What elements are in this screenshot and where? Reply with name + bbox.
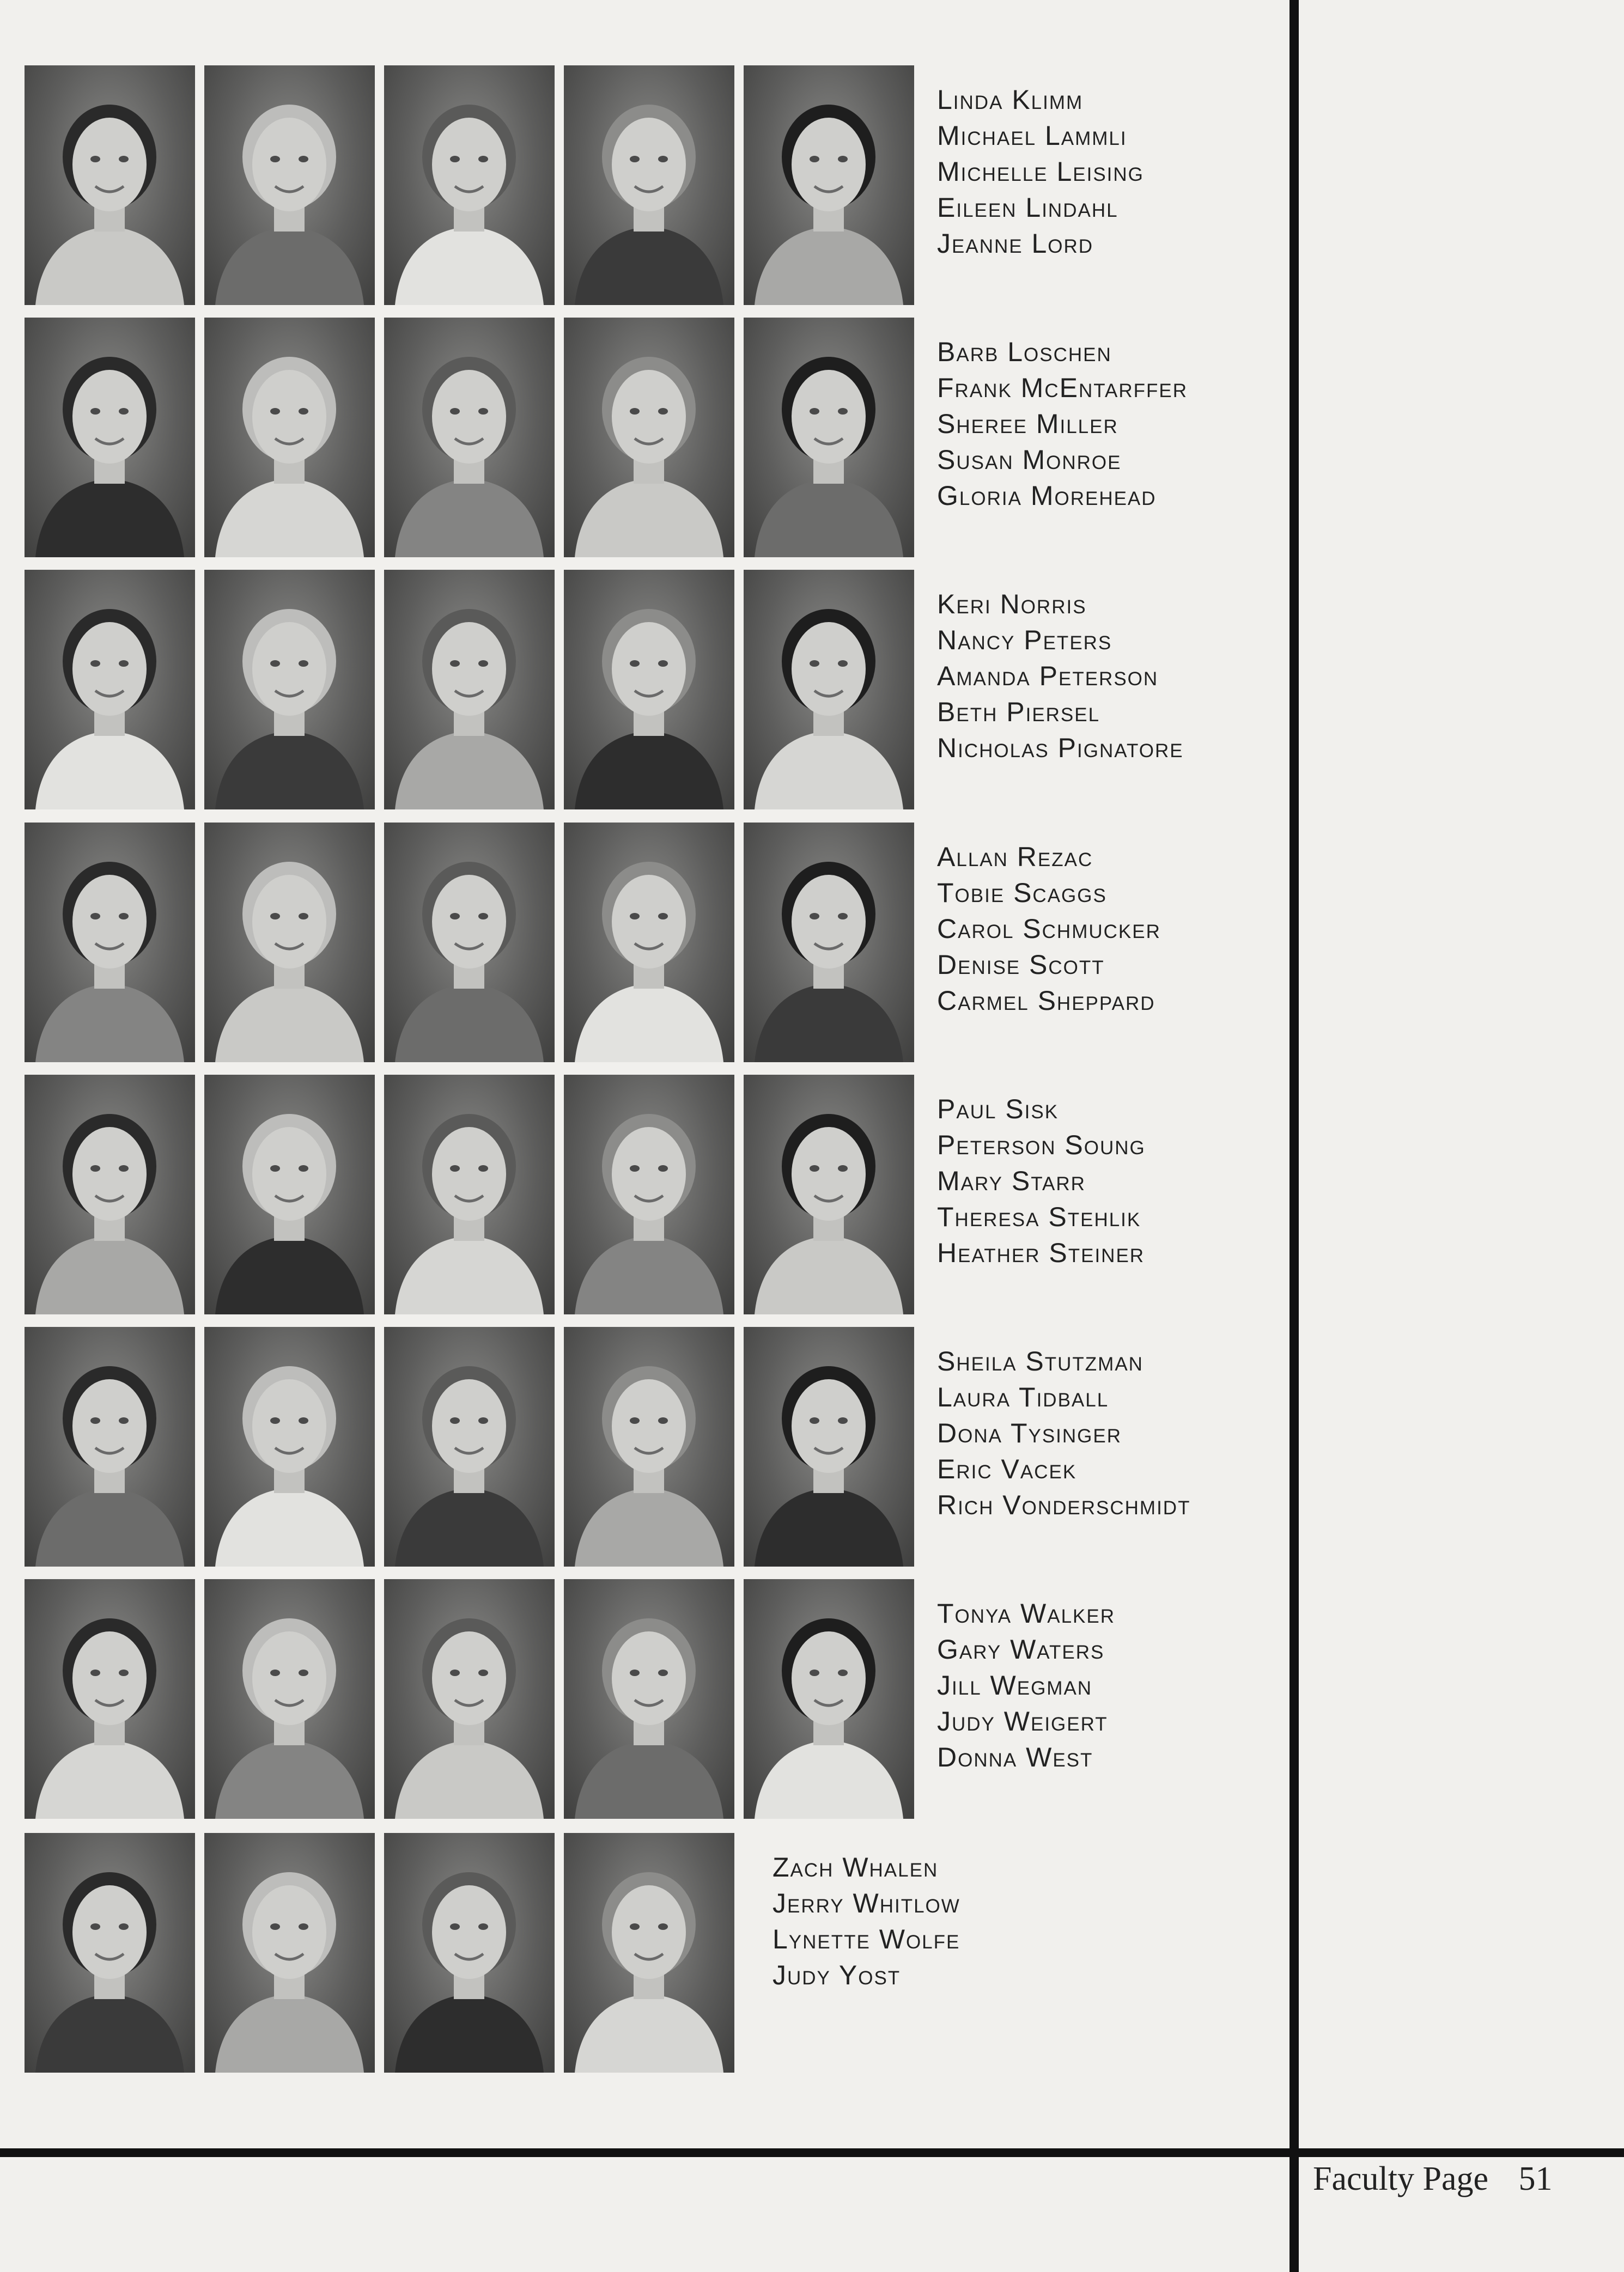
faculty-portrait xyxy=(744,1327,914,1567)
faculty-portrait xyxy=(204,1327,375,1567)
faculty-name: Susan Monroe xyxy=(937,444,1122,475)
faculty-name: Sheila Stutzman xyxy=(937,1346,1144,1376)
name-list xyxy=(937,334,1188,514)
faculty-portrait xyxy=(204,1075,375,1314)
faculty-portrait xyxy=(384,65,555,305)
faculty-portrait xyxy=(564,318,734,557)
faculty-name: Jill Wegman xyxy=(937,1670,1093,1701)
faculty-portrait xyxy=(25,570,195,809)
name-list xyxy=(937,1091,1146,1271)
faculty-portrait xyxy=(744,823,914,1062)
name-list xyxy=(937,839,1161,1019)
faculty-name: Dona Tysinger xyxy=(937,1418,1122,1448)
faculty-name: Linda Klimm xyxy=(937,84,1084,115)
faculty-portrait xyxy=(744,318,914,557)
faculty-portrait xyxy=(204,570,375,809)
footer-label: Faculty Page xyxy=(1313,2160,1488,2197)
faculty-name: Beth Piersel xyxy=(937,697,1100,727)
faculty-portrait xyxy=(564,570,734,809)
faculty-name: Gloria Morehead xyxy=(937,480,1157,511)
faculty-portrait xyxy=(204,1833,375,2073)
faculty-portrait xyxy=(564,1833,734,2073)
faculty-name: Tonya Walker xyxy=(937,1598,1115,1629)
faculty-name: Heather Steiner xyxy=(937,1238,1145,1268)
name-list xyxy=(937,586,1184,766)
faculty-name: Judy Weigert xyxy=(937,1706,1108,1737)
page-number: 51 xyxy=(1518,2160,1553,2197)
faculty-portrait xyxy=(384,318,555,557)
faculty-portrait xyxy=(744,570,914,809)
faculty-portrait xyxy=(25,318,195,557)
faculty-name: Nancy Peters xyxy=(937,625,1112,655)
faculty-portrait xyxy=(744,65,914,305)
faculty-name: Allan Rezac xyxy=(937,842,1093,872)
name-list xyxy=(773,1849,960,1993)
faculty-name: Eileen Lindahl xyxy=(937,192,1118,223)
faculty-name: Michelle Leising xyxy=(937,156,1144,187)
faculty-name: Michael Lammli xyxy=(937,120,1127,151)
faculty-name: Keri Norris xyxy=(937,589,1087,619)
faculty-name: Frank McEntarffer xyxy=(937,373,1188,403)
vertical-rule xyxy=(1290,0,1299,2272)
faculty-name: Donna West xyxy=(937,1742,1093,1772)
faculty-portrait xyxy=(204,65,375,305)
faculty-name: Rich Vonderschmidt xyxy=(937,1490,1191,1520)
name-list xyxy=(937,1343,1190,1523)
faculty-name: Judy Yost xyxy=(773,1960,901,1990)
faculty-portrait xyxy=(564,65,734,305)
faculty-name: Nicholas Pignatore xyxy=(937,733,1184,763)
faculty-portrait xyxy=(384,570,555,809)
faculty-name: Gary Waters xyxy=(937,1634,1105,1665)
faculty-name: Zach Whalen xyxy=(773,1852,939,1883)
horizontal-rule xyxy=(0,2148,1624,2157)
faculty-portrait xyxy=(384,1327,555,1567)
faculty-portrait xyxy=(384,1579,555,1819)
faculty-portrait xyxy=(204,1579,375,1819)
faculty-portrait xyxy=(204,823,375,1062)
faculty-portrait xyxy=(564,1075,734,1314)
faculty-portrait xyxy=(384,823,555,1062)
faculty-portrait xyxy=(25,1075,195,1314)
faculty-portrait xyxy=(384,1833,555,2073)
faculty-name: Denise Scott xyxy=(937,949,1105,980)
page-footer xyxy=(1313,2160,1553,2198)
faculty-portrait xyxy=(384,1075,555,1314)
faculty-portrait xyxy=(564,1327,734,1567)
faculty-name: Paul Sisk xyxy=(937,1094,1059,1124)
faculty-name: Theresa Stehlik xyxy=(937,1202,1141,1232)
faculty-name: Mary Starr xyxy=(937,1166,1086,1196)
faculty-name: Amanda Peterson xyxy=(937,661,1159,691)
faculty-portrait xyxy=(744,1579,914,1819)
faculty-portrait xyxy=(25,1327,195,1567)
faculty-name: Carol Schmucker xyxy=(937,913,1161,944)
faculty-portrait xyxy=(25,1833,195,2073)
faculty-portrait xyxy=(204,318,375,557)
faculty-name: Barb Loschen xyxy=(937,337,1112,367)
faculty-name: Jeanne Lord xyxy=(937,228,1094,259)
faculty-portrait xyxy=(25,823,195,1062)
faculty-name: Eric Vacek xyxy=(937,1454,1077,1484)
faculty-name: Jerry Whitlow xyxy=(773,1888,960,1918)
name-list xyxy=(937,82,1144,261)
faculty-portrait xyxy=(25,1579,195,1819)
name-list xyxy=(937,1595,1115,1775)
faculty-name: Sheree Miller xyxy=(937,409,1118,439)
faculty-name: Carmel Sheppard xyxy=(937,985,1155,1016)
faculty-portrait xyxy=(564,823,734,1062)
faculty-portrait xyxy=(744,1075,914,1314)
faculty-portrait xyxy=(25,65,195,305)
faculty-portrait xyxy=(564,1579,734,1819)
faculty-name: Peterson Soung xyxy=(937,1130,1146,1160)
faculty-name: Lynette Wolfe xyxy=(773,1924,960,1954)
faculty-name: Tobie Scaggs xyxy=(937,878,1107,908)
faculty-name: Laura Tidball xyxy=(937,1382,1109,1412)
